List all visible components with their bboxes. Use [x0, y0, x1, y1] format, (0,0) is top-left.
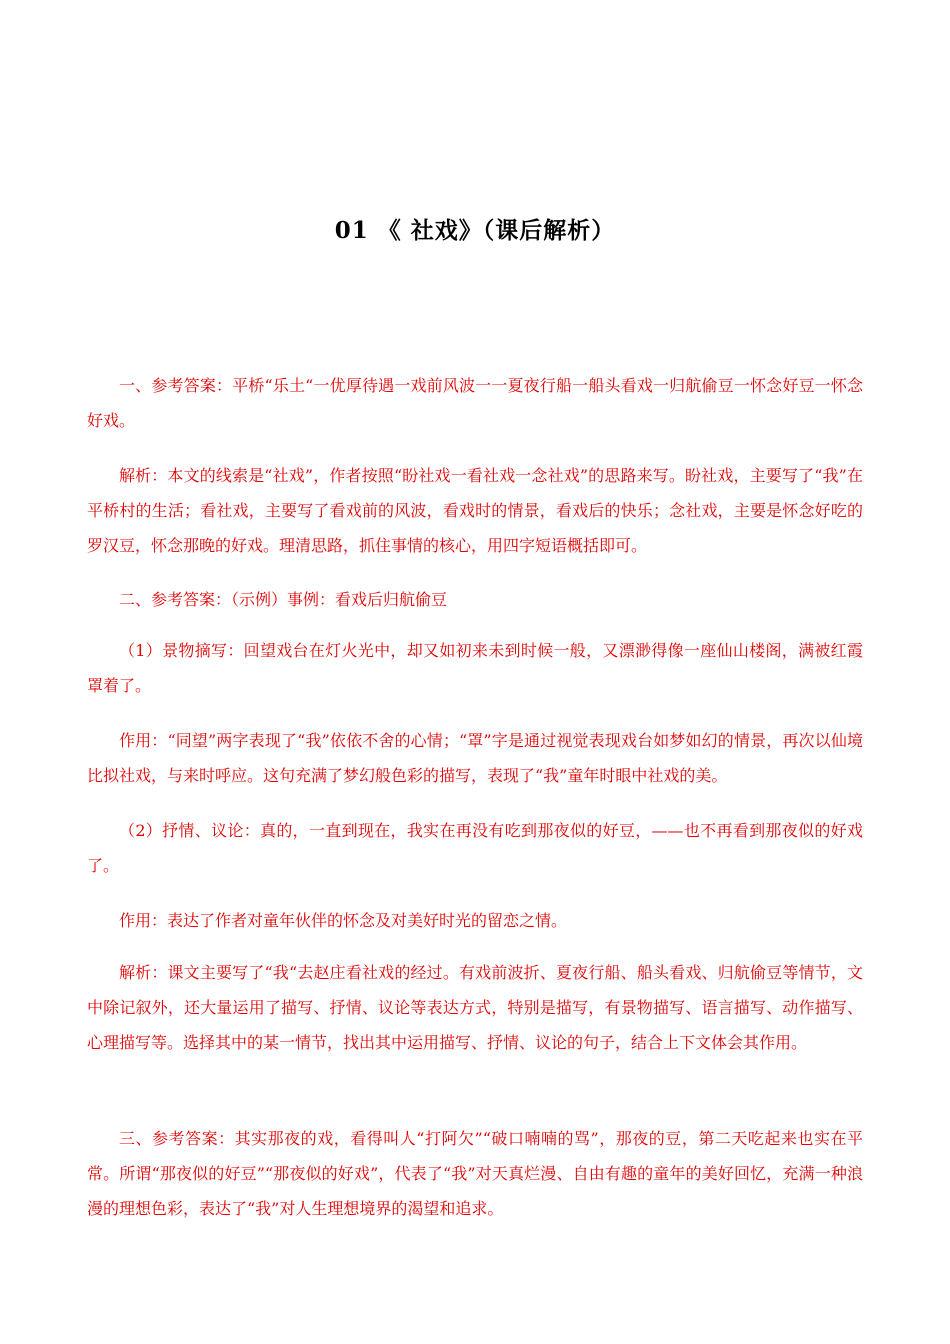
- answer-2-paragraph: 二、参考答案：（示例）事例：看戏后归航偷豆: [119, 590, 448, 609]
- scenery-effect-paragraph: 作用：“同望”两字表现了“我”依依不舍的心情；“罩”字是通过视觉表现戏台如梦如幻的情景，再次以仙境比拟社戏，与来时呼应。这句充满了梦幻般色彩的描写，表现了“我”童年时眼中社戏的美。: [87, 731, 863, 785]
- lyric-excerpt-paragraph: （2）抒情、议论：真的，一直到现在，我实在再没有吃到那夜似的好豆，——也不再看到那夜似的好戏了。: [87, 821, 863, 875]
- scenery-excerpt-paragraph: （1）景物摘写：回望戏台在灯火光中，却又如初来未到时候一般，又漂渺得像一座仙山楼阁，满被红霞罩着了。: [87, 641, 863, 695]
- analysis-2-paragraph: 解析：课文主要写了“我“去赵庄看社戏的经过。有戏前波折、夏夜行船、船头看戏、归航偷豆等情节，文中除记叙外，还大量运用了描写、抒情、议论等表达方式，特别是描写，有景物描写、语言描写、动作描写、心理描写等。选择其中的某一情节，找出其中运用描写、抒情、议论的句子，结合上下文体会其作用。: [87, 963, 863, 1052]
- analysis-1-paragraph: 解析：本文的线索是“社戏”，作者按照“盼社戏一看社戏一念社戏”的思路来写。盼社戏，主要写了“我”在平桥村的生活；看社戏，主要写了看戏前的风波，看戏时的情景，看戏后的快乐；念社戏，主要是怀念好吃的罗汉豆，怀念那晚的好戏。理清思路，抓住事情的核心，用四字短语概括即可。: [87, 466, 863, 555]
- lyric-effect-paragraph: 作用：表达了作者对童年伙伴的怀念及对美好时光的留恋之情。: [119, 911, 568, 930]
- answer-1-paragraph: 一、参考答案：平桥“乐土“一优厚待遇一戏前风波一一夏夜行船一船头看戏一归航偷豆一怀念好豆一怀念好戏。: [87, 376, 863, 430]
- answer-3-paragraph: 三、参考答案：其实那夜的戏，看得叫人“打阿欠”“破口喃喃的骂”，那夜的豆，第二天吃起来也实在平常。所谓“那夜似的好豆”“那夜似的好戏”，代表了“我”对天真烂漫、自由有趣的童年的美好回忆，充满一种浪漫的理想色彩，表达了“我”对人生理想境界的渴望和追求。: [87, 1129, 863, 1218]
- document-title: 01 《 社戏》（课后解析）: [334, 217, 616, 244]
